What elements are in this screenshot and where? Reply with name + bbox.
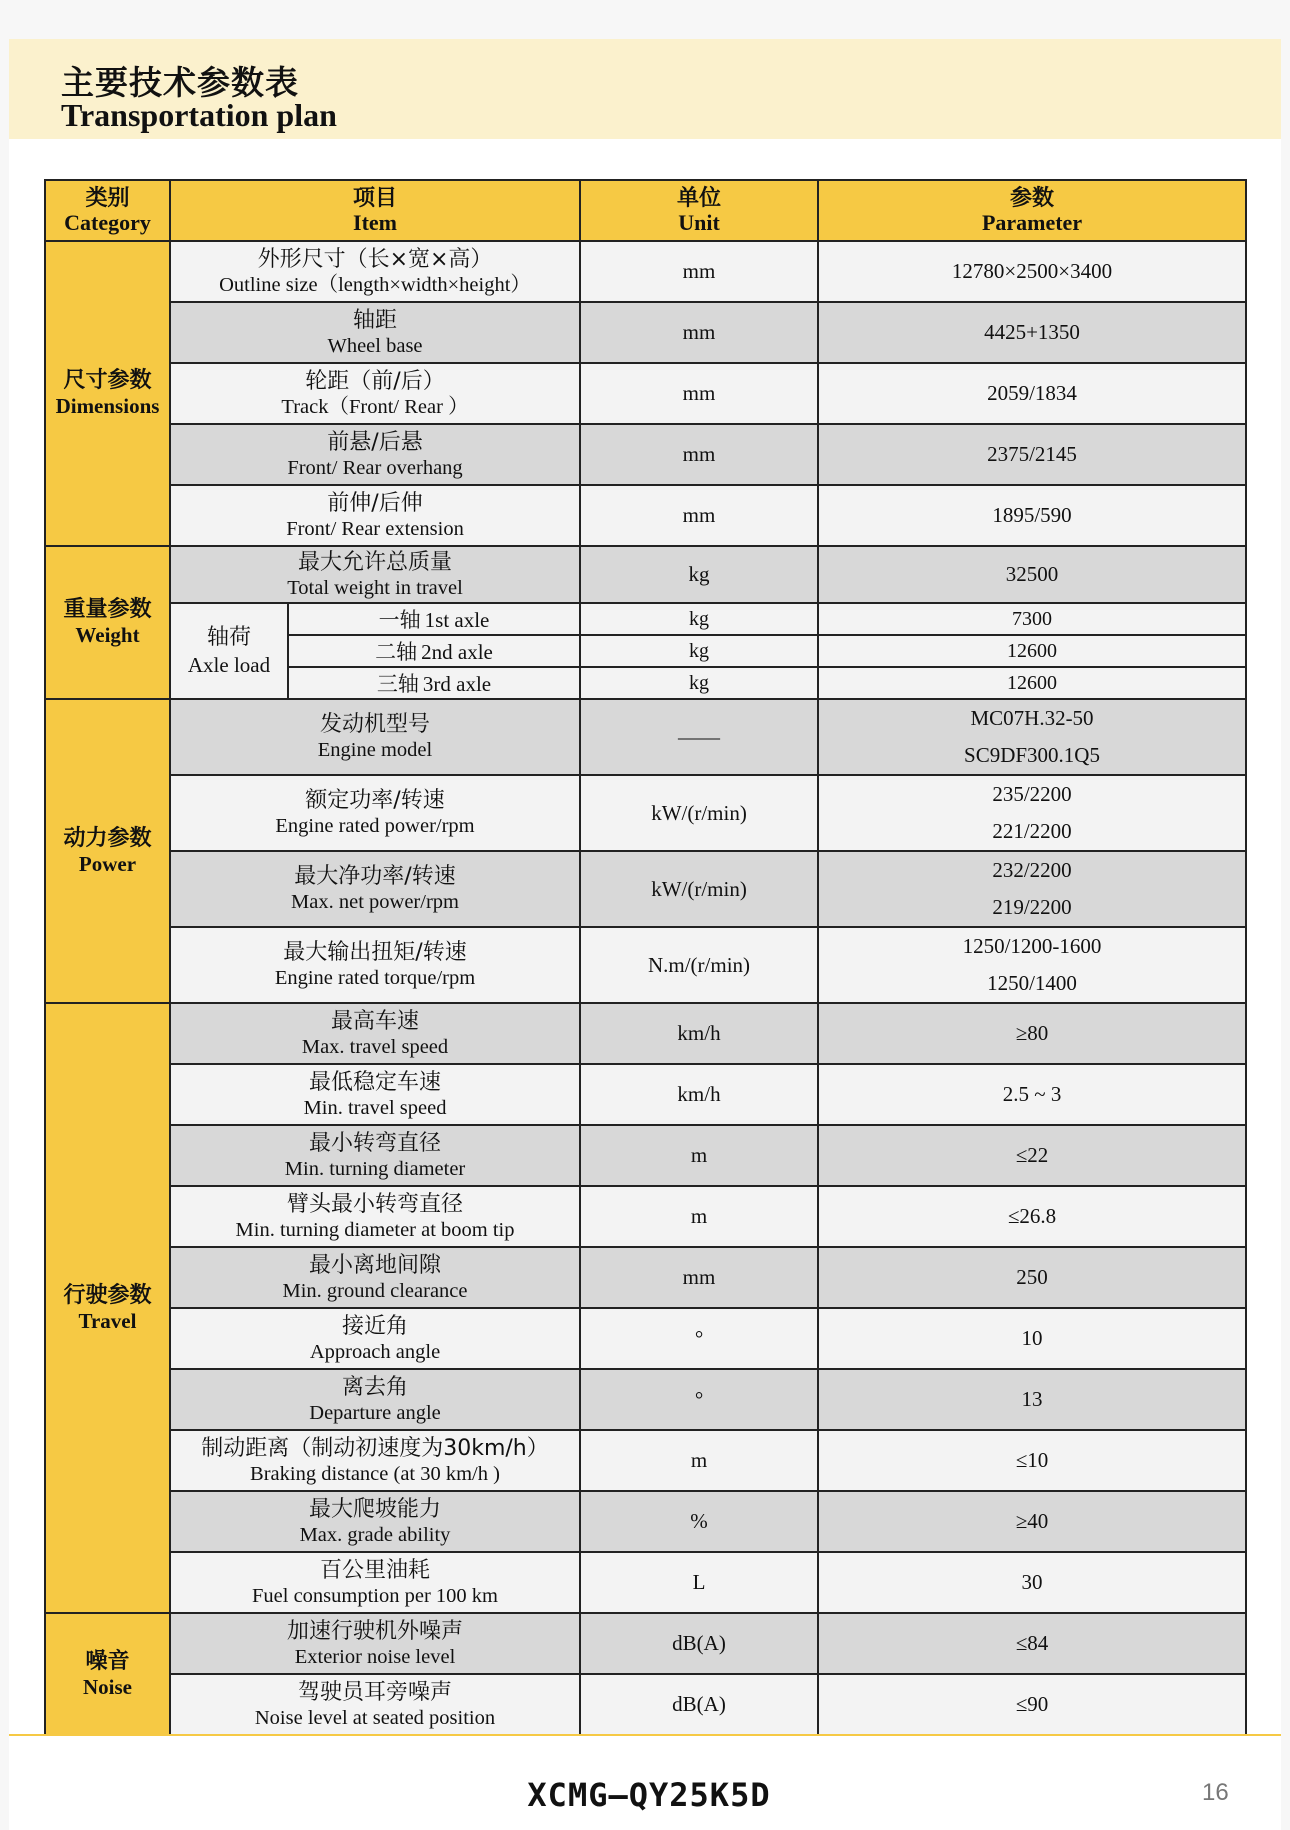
value-cell: ≤22	[818, 1125, 1246, 1186]
item-cell: 最高车速 Max. travel speed	[170, 1003, 580, 1064]
unit-cell: mm	[580, 363, 818, 424]
axle-item-cell: 三轴 3rd axle	[288, 667, 580, 699]
item-cell: 离去角 Departure angle	[170, 1369, 580, 1430]
table-row	[45, 363, 1246, 424]
item-cell: 最大允许总质量 Total weight in travel	[170, 546, 580, 603]
axle-item-cell: 一轴 1st axle	[288, 603, 580, 635]
item-cell: 前伸/后伸 Front/ Rear extension	[170, 485, 580, 546]
table-row	[45, 1369, 1246, 1430]
unit-cell: kW/(r/min)	[580, 775, 818, 851]
unit-cell: L	[580, 1552, 818, 1613]
axle-load-label: 轴荷 Axle load	[170, 603, 288, 699]
value-cell: ≤10	[818, 1430, 1246, 1491]
axle-item-cell: 二轴 2nd axle	[288, 635, 580, 667]
table-row	[45, 1552, 1246, 1613]
table-header-row	[45, 180, 1246, 241]
unit-cell: kg	[580, 667, 818, 699]
table-row	[45, 775, 1246, 851]
item-cell: 额定功率/转速 Engine rated power/rpm	[170, 775, 580, 851]
page-title-en: Transportation plan	[61, 97, 337, 133]
unit-cell: °	[580, 1308, 818, 1369]
item-cell: 臂头最小转弯直径 Min. turning diameter at boom tip	[170, 1186, 580, 1247]
unit-cell: mm	[580, 1247, 818, 1308]
unit-cell: km/h	[580, 1003, 818, 1064]
table-row	[45, 1613, 1246, 1674]
page-number: 16	[1202, 1779, 1229, 1806]
page-header	[9, 39, 1281, 139]
table-row	[45, 1247, 1246, 1308]
value-cell: 30	[818, 1552, 1246, 1613]
unit-cell: kW/(r/min)	[580, 851, 818, 927]
spec-table	[44, 179, 1247, 1736]
table-row	[45, 851, 1246, 927]
column-header-parameter: 参数 Parameter	[818, 180, 1246, 241]
category-travel: 行驶参数 Travel	[45, 1003, 170, 1613]
unit-cell: km/h	[580, 1064, 818, 1125]
item-cell: 前悬/后悬 Front/ Rear overhang	[170, 424, 580, 485]
value-cell: 4425+1350	[818, 302, 1246, 363]
table-row	[45, 603, 1246, 635]
item-cell: 轴距 Wheel base	[170, 302, 580, 363]
value-cell: MC07H.32-50 SC9DF300.1Q5	[818, 699, 1246, 775]
footer-divider	[9, 1734, 1281, 1736]
value-cell: 7300	[818, 603, 1246, 635]
value-cell: ≤26.8	[818, 1186, 1246, 1247]
value-cell: ≥40	[818, 1491, 1246, 1552]
value-cell: 2059/1834	[818, 363, 1246, 424]
category-noise: 噪音 Noise	[45, 1613, 170, 1735]
item-cell: 最小离地间隙 Min. ground clearance	[170, 1247, 580, 1308]
unit-cell: mm	[580, 241, 818, 302]
value-cell: 13	[818, 1369, 1246, 1430]
value-cell: 1250/1200-1600 1250/1400	[818, 927, 1246, 1003]
value-cell: 32500	[818, 546, 1246, 603]
item-cell: 百公里油耗 Fuel consumption per 100 km	[170, 1552, 580, 1613]
item-cell: 轮距（前/后） Track（Front/ Rear ）	[170, 363, 580, 424]
item-cell: 驾驶员耳旁噪声 Noise level at seated position	[170, 1674, 580, 1735]
unit-cell: mm	[580, 485, 818, 546]
column-header-category: 类别 Category	[45, 180, 170, 241]
item-cell: 最低稳定车速 Min. travel speed	[170, 1064, 580, 1125]
table-row	[45, 927, 1246, 1003]
table-row	[45, 1186, 1246, 1247]
item-cell: 最大输出扭矩/转速 Engine rated torque/rpm	[170, 927, 580, 1003]
item-cell: 接近角 Approach angle	[170, 1308, 580, 1369]
column-header-unit: 单位 Unit	[580, 180, 818, 241]
unit-cell: dB(A)	[580, 1613, 818, 1674]
unit-cell: m	[580, 1186, 818, 1247]
value-cell: ≥80	[818, 1003, 1246, 1064]
unit-cell: kg	[580, 603, 818, 635]
spec-page	[9, 39, 1281, 1830]
table-row	[45, 699, 1246, 775]
unit-cell: m	[580, 1430, 818, 1491]
table-row	[45, 485, 1246, 546]
unit-cell: mm	[580, 424, 818, 485]
table-row	[45, 1308, 1246, 1369]
unit-cell: °	[580, 1369, 818, 1430]
table-row	[45, 1430, 1246, 1491]
unit-cell: ——	[580, 699, 818, 775]
unit-cell: %	[580, 1491, 818, 1552]
item-cell: 外形尺寸（长×宽×高） Outline size（length×width×height）	[170, 241, 580, 302]
value-cell: 1895/590	[818, 485, 1246, 546]
table-row	[45, 1064, 1246, 1125]
table-row	[45, 1491, 1246, 1552]
table-row	[45, 546, 1246, 603]
value-cell: ≤84	[818, 1613, 1246, 1674]
unit-cell: N.m/(r/min)	[580, 927, 818, 1003]
value-cell: 2375/2145	[818, 424, 1246, 485]
model-name: XCMG—QY25K5D	[527, 1776, 771, 1814]
table-row	[45, 1003, 1246, 1064]
value-cell: 250	[818, 1247, 1246, 1308]
table-row	[45, 424, 1246, 485]
unit-cell: dB(A)	[580, 1674, 818, 1735]
table-row	[45, 1674, 1246, 1735]
unit-cell: m	[580, 1125, 818, 1186]
column-header-item: 项目 Item	[170, 180, 580, 241]
table-row	[45, 1125, 1246, 1186]
item-cell: 加速行驶机外噪声 Exterior noise level	[170, 1613, 580, 1674]
value-cell: 12780×2500×3400	[818, 241, 1246, 302]
page-title-cn: 主要技术参数表	[61, 63, 299, 102]
unit-cell: kg	[580, 635, 818, 667]
item-cell: 制动距离（制动初速度为30km/h） Braking distance (at 30 km/h )	[170, 1430, 580, 1491]
unit-cell: kg	[580, 546, 818, 603]
unit-cell: mm	[580, 302, 818, 363]
value-cell: 12600	[818, 667, 1246, 699]
value-cell: ≤90	[818, 1674, 1246, 1735]
value-cell: 10	[818, 1308, 1246, 1369]
value-cell: 235/2200 221/2200	[818, 775, 1246, 851]
category-weight: 重量参数 Weight	[45, 546, 170, 699]
value-cell: 232/2200 219/2200	[818, 851, 1246, 927]
table-row	[45, 302, 1246, 363]
value-cell: 12600	[818, 635, 1246, 667]
table-row	[45, 241, 1246, 302]
item-cell: 发动机型号 Engine model	[170, 699, 580, 775]
category-power: 动力参数 Power	[45, 699, 170, 1003]
category-dimensions: 尺寸参数 Dimensions	[45, 241, 170, 546]
value-cell: 2.5 ~ 3	[818, 1064, 1246, 1125]
item-cell: 最大爬坡能力 Max. grade ability	[170, 1491, 580, 1552]
item-cell: 最小转弯直径 Min. turning diameter	[170, 1125, 580, 1186]
item-cell: 最大净功率/转速 Max. net power/rpm	[170, 851, 580, 927]
